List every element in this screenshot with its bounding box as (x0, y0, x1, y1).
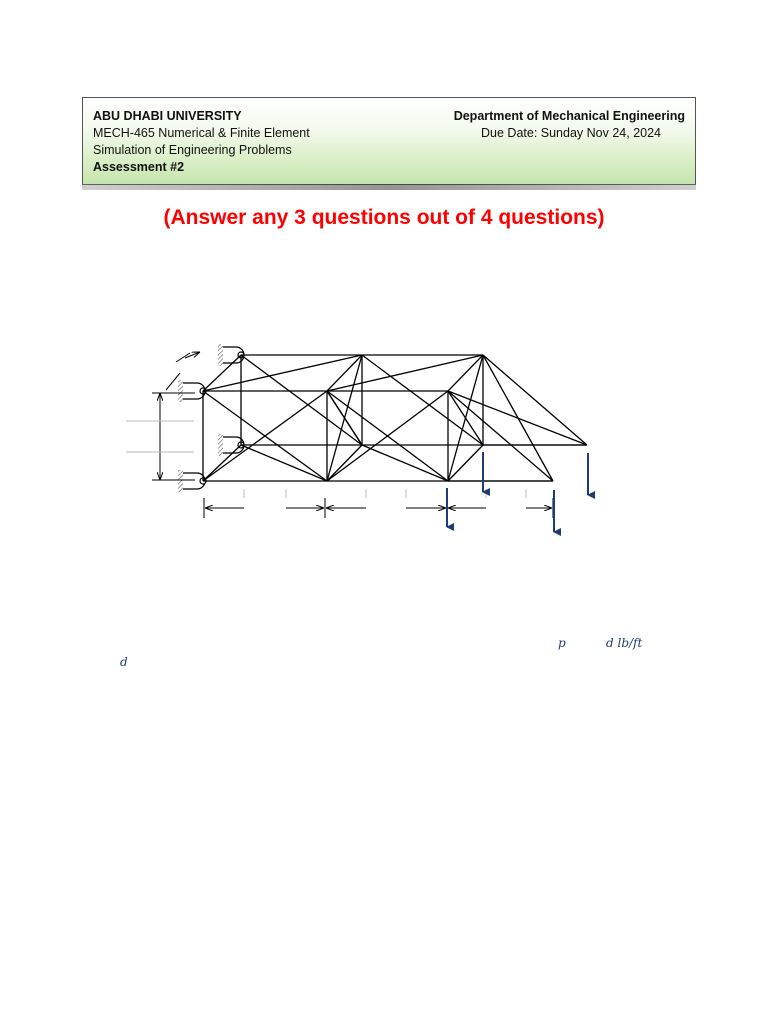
wall-supports (178, 344, 244, 492)
course-title: MECH-465 Numerical & Finite Element (93, 126, 310, 140)
university-name: ABU DHABI UNIVERSITY (93, 109, 242, 123)
truss-figure (120, 340, 620, 540)
math-p: p (558, 636, 566, 650)
math-load-unit: d lb/ft (606, 636, 643, 650)
assessment-number: Assessment #2 (93, 160, 185, 174)
due-date: Due Date: Sunday Nov 24, 2024 (481, 126, 661, 140)
department-name: Department of Mechanical Engineering (453, 109, 685, 123)
math-d: d (120, 655, 128, 669)
applied-loads (447, 452, 588, 532)
truss-members (203, 355, 587, 481)
assessment-header (82, 97, 696, 185)
course-title-continued: Simulation of Engineering Problems (93, 143, 292, 157)
header-shadow (82, 184, 696, 190)
instruction-text: (Answer any 3 questions out of 4 questions) (163, 206, 605, 229)
